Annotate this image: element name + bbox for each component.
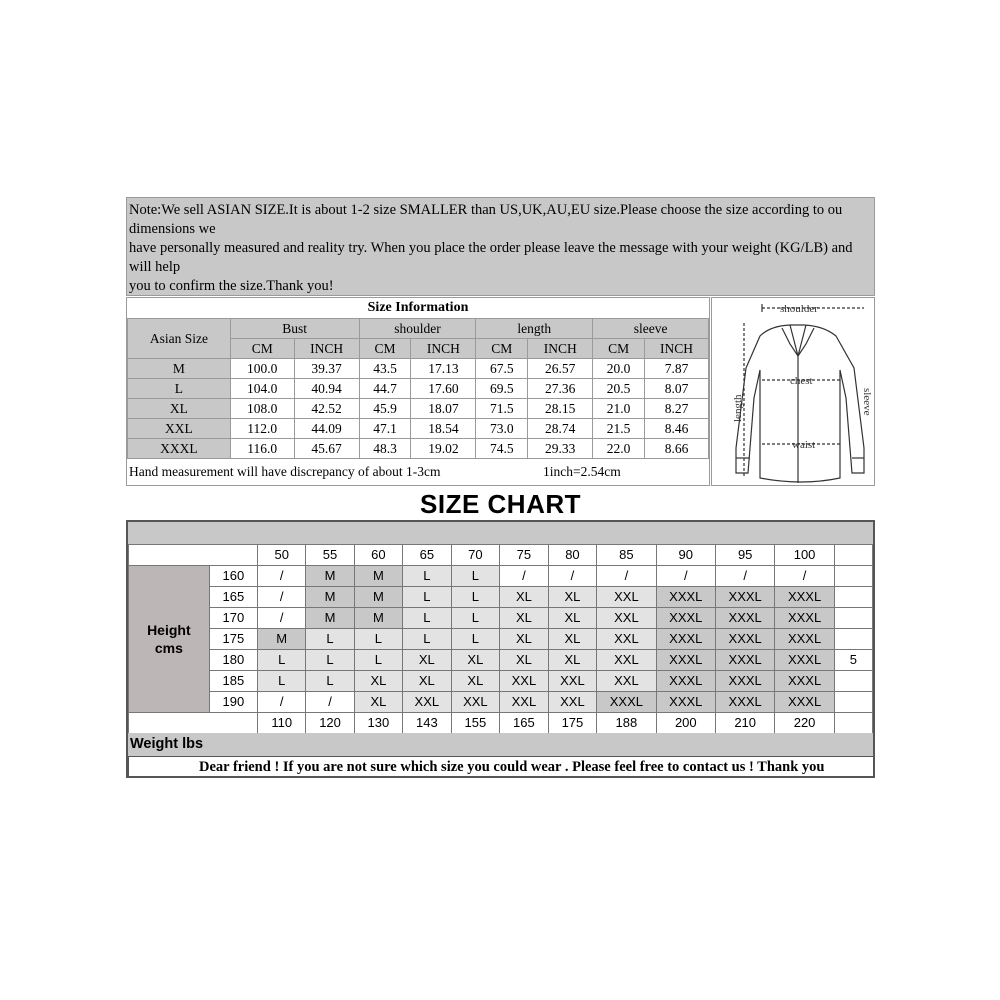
size-label: XL xyxy=(128,399,231,419)
size-label: L xyxy=(128,379,231,399)
bust-header: Bust xyxy=(230,319,359,339)
note-line: will help xyxy=(129,259,181,275)
size-cell: XXXL xyxy=(656,692,715,713)
measurement-cell: 47.1 xyxy=(359,419,411,439)
unit-cm: CM xyxy=(230,339,294,359)
shirt-icon xyxy=(712,298,875,486)
measurement-cell: 27.36 xyxy=(528,379,593,399)
weight-kg-cell: 95 xyxy=(715,545,774,566)
weight-kg-row xyxy=(129,545,873,566)
size-cell: / xyxy=(258,692,306,713)
size-cell: XL xyxy=(548,587,597,608)
overflow-cell: 5 xyxy=(834,650,872,671)
height-value-cell: 190 xyxy=(209,692,257,713)
sleeve-header: sleeve xyxy=(593,319,709,339)
size-information-panel xyxy=(126,297,710,486)
weight-kg-cell: 100 xyxy=(775,545,834,566)
size-cell: L xyxy=(403,566,452,587)
measurement-cell: 20.5 xyxy=(593,379,645,399)
measurement-cell: 39.37 xyxy=(294,359,359,379)
size-row xyxy=(128,359,709,379)
height-value-cell: 180 xyxy=(209,650,257,671)
size-cell: XXXL xyxy=(656,671,715,692)
weight-lbs-cell: 188 xyxy=(597,713,656,734)
size-cell: XXXL xyxy=(775,629,834,650)
size-cell: / xyxy=(258,587,306,608)
size-cell: XXXL xyxy=(775,587,834,608)
note-line: have personally measured and reality try. When you place the order please leave the message with your weight (KG/LB) and xyxy=(129,240,853,256)
unit-cm: CM xyxy=(359,339,411,359)
height-row xyxy=(129,566,873,587)
size-cell: XXL xyxy=(548,692,597,713)
height-value-cell: 160 xyxy=(209,566,257,587)
size-cell: XL xyxy=(403,671,452,692)
weight-kg-cell: 55 xyxy=(306,545,354,566)
measurement-cell: 40.94 xyxy=(294,379,359,399)
measurement-footnote: Hand measurement will have discrepancy of about 1-3cm xyxy=(129,464,441,479)
measurement-cell: 73.0 xyxy=(476,419,528,439)
measurement-cell: 74.5 xyxy=(476,439,528,459)
size-chart-title: SIZE CHART xyxy=(420,489,581,519)
measurement-cell: 20.0 xyxy=(593,359,645,379)
weight-lbs-cell: 210 xyxy=(715,713,774,734)
size-cell: M xyxy=(258,629,306,650)
size-cell: XXL xyxy=(597,608,656,629)
measurement-cell: 43.5 xyxy=(359,359,411,379)
size-note xyxy=(126,197,875,296)
measurement-cell: 26.57 xyxy=(528,359,593,379)
height-row xyxy=(129,629,873,650)
diagram-label-waist: waist xyxy=(792,439,816,451)
unit-inch: INCH xyxy=(528,339,593,359)
size-cell: XXL xyxy=(500,671,549,692)
measurement-cell: 8.27 xyxy=(645,399,709,419)
size-cell: XXL xyxy=(597,671,656,692)
size-cell: XXL xyxy=(548,671,597,692)
size-cell: L xyxy=(451,629,500,650)
size-cell: XL xyxy=(548,629,597,650)
size-cell: / xyxy=(306,692,354,713)
size-cell: XXXL xyxy=(656,650,715,671)
size-cell: XXXL xyxy=(775,692,834,713)
size-cell: L xyxy=(258,671,306,692)
measurement-cell: 67.5 xyxy=(476,359,528,379)
measurement-cell: 44.7 xyxy=(359,379,411,399)
weight-kg-cell: 75 xyxy=(500,545,549,566)
measurement-cell: 22.0 xyxy=(593,439,645,459)
size-cell: L xyxy=(403,629,452,650)
size-information-table xyxy=(127,318,709,459)
weight-kg-cell: 50 xyxy=(258,545,306,566)
size-cell: L xyxy=(403,608,452,629)
note-line: Note:We sell ASIAN SIZE.It is about 1-2 size SMALLER than US,UK,AU,EU size.Please choose the size according to ou xyxy=(129,202,843,218)
note-line: you to confirm the size.Thank you! xyxy=(129,278,334,294)
weight-lbs-cell: 155 xyxy=(451,713,500,734)
overflow-cell xyxy=(834,566,872,587)
height-cms-label xyxy=(129,566,210,713)
measurement-cell: 28.15 xyxy=(528,399,593,419)
weight-lbs-cell: 143 xyxy=(403,713,452,734)
weight-kg-cell: 85 xyxy=(597,545,656,566)
measurement-cell: 7.87 xyxy=(645,359,709,379)
size-cell: XXL xyxy=(597,650,656,671)
measurement-cell: 71.5 xyxy=(476,399,528,419)
height-row xyxy=(129,692,873,713)
size-cell: XXXL xyxy=(715,608,774,629)
measurement-cell: 8.07 xyxy=(645,379,709,399)
size-cell: / xyxy=(715,566,774,587)
shoulder-header: shoulder xyxy=(359,319,476,339)
size-row xyxy=(128,379,709,399)
size-cell: / xyxy=(548,566,597,587)
weight-kg-cell: 80 xyxy=(548,545,597,566)
size-label: M xyxy=(128,359,231,379)
overflow-cell xyxy=(834,692,872,713)
size-cell: / xyxy=(258,608,306,629)
size-cell: XL xyxy=(354,692,402,713)
note-line: dimensions we xyxy=(129,221,216,237)
size-cell: L xyxy=(403,587,452,608)
size-cell: / xyxy=(597,566,656,587)
height-row xyxy=(129,671,873,692)
size-cell: XXXL xyxy=(775,608,834,629)
measurement-cell: 108.0 xyxy=(230,399,294,419)
size-cell: XXXL xyxy=(715,587,774,608)
weight-lbs-label: Weight lbs xyxy=(128,733,875,755)
size-cell: XXXL xyxy=(715,692,774,713)
size-cell: XXL xyxy=(500,692,549,713)
shirt-measurement-diagram xyxy=(711,297,875,486)
weight-kg-cell: 60 xyxy=(354,545,402,566)
measurement-cell: 17.60 xyxy=(411,379,476,399)
unit-cm: CM xyxy=(593,339,645,359)
height-label-line1: Height xyxy=(147,622,191,638)
length-header: length xyxy=(476,319,593,339)
weight-lbs-cell: 120 xyxy=(306,713,354,734)
height-label-line2: cms xyxy=(154,640,183,656)
size-cell: XXL xyxy=(403,692,452,713)
size-row xyxy=(128,399,709,419)
weight-kg-cell: 65 xyxy=(403,545,452,566)
weight-lbs-cell: 130 xyxy=(354,713,402,734)
measurement-cell: 18.54 xyxy=(411,419,476,439)
measurement-cell: 116.0 xyxy=(230,439,294,459)
height-row xyxy=(129,608,873,629)
asian-size-header: Asian Size xyxy=(128,319,231,359)
measurement-cell: 45.9 xyxy=(359,399,411,419)
height-row xyxy=(129,587,873,608)
size-cell: L xyxy=(306,629,354,650)
weight-lbs-cell: 220 xyxy=(775,713,834,734)
size-cell: XL xyxy=(500,587,549,608)
height-row xyxy=(129,650,873,671)
measurement-cell: 112.0 xyxy=(230,419,294,439)
size-cell: M xyxy=(354,587,402,608)
weight-lbs-cell: 110 xyxy=(258,713,306,734)
measurement-cell: 29.33 xyxy=(528,439,593,459)
measurement-cell: 17.13 xyxy=(411,359,476,379)
size-cell: / xyxy=(656,566,715,587)
size-cell: XL xyxy=(451,650,500,671)
size-row xyxy=(128,439,709,459)
size-cell: XL xyxy=(500,629,549,650)
contact-message: Dear friend ! If you are not sure which size you could wear . Please feel free to contact us ! Thank you xyxy=(128,756,875,778)
overflow-cell xyxy=(834,629,872,650)
weight-lbs-cell: 200 xyxy=(656,713,715,734)
weight-lbs-cell: 165 xyxy=(500,713,549,734)
overflow-cell xyxy=(834,713,872,734)
measurement-cell: 45.67 xyxy=(294,439,359,459)
height-value-cell: 185 xyxy=(209,671,257,692)
measurement-cell: 48.3 xyxy=(359,439,411,459)
size-cell: XL xyxy=(500,650,549,671)
unit-inch: INCH xyxy=(294,339,359,359)
size-cell: XXXL xyxy=(715,629,774,650)
weight-kg-cell: 90 xyxy=(656,545,715,566)
size-cell: XXL xyxy=(597,629,656,650)
size-cell: XL xyxy=(354,671,402,692)
size-row xyxy=(128,419,709,439)
diagram-label-sleeve: sleeve xyxy=(861,388,873,416)
size-cell: / xyxy=(775,566,834,587)
corner-cell xyxy=(129,713,258,734)
size-cell: L xyxy=(354,650,402,671)
size-information-title: Size Information xyxy=(367,300,469,315)
size-cell: L xyxy=(306,650,354,671)
overflow-cell xyxy=(834,671,872,692)
unit-cm: CM xyxy=(476,339,528,359)
measurement-cell: 19.02 xyxy=(411,439,476,459)
measurement-cell: 100.0 xyxy=(230,359,294,379)
overflow-cell xyxy=(834,608,872,629)
measurement-cell: 104.0 xyxy=(230,379,294,399)
size-cell: XL xyxy=(403,650,452,671)
size-cell: / xyxy=(500,566,549,587)
measurement-cell: 21.5 xyxy=(593,419,645,439)
size-cell: XL xyxy=(500,608,549,629)
measurement-cell: 8.66 xyxy=(645,439,709,459)
height-value-cell: 165 xyxy=(209,587,257,608)
size-cell: XXXL xyxy=(656,587,715,608)
diagram-label-length: length xyxy=(732,394,744,422)
diagram-label-shoulder: shoulder xyxy=(780,303,818,315)
overflow-cell xyxy=(834,545,872,566)
unit-inch: INCH xyxy=(645,339,709,359)
size-cell: XXXL xyxy=(656,629,715,650)
size-cell: XXXL xyxy=(715,671,774,692)
size-cell: / xyxy=(258,566,306,587)
size-cell: M xyxy=(306,587,354,608)
measurement-cell: 44.09 xyxy=(294,419,359,439)
inch-conversion: 1inch=2.54cm xyxy=(543,464,621,479)
size-cell: XXL xyxy=(597,587,656,608)
measurement-cell: 18.07 xyxy=(411,399,476,419)
unit-inch: INCH xyxy=(411,339,476,359)
size-cell: XL xyxy=(548,650,597,671)
weight-lbs-row xyxy=(129,713,873,734)
size-cell: XXL xyxy=(451,692,500,713)
size-chart-table xyxy=(128,544,873,734)
diagram-label-chest: chest xyxy=(790,375,813,387)
size-chart-panel xyxy=(126,520,875,778)
size-cell: XL xyxy=(451,671,500,692)
size-cell: M xyxy=(354,608,402,629)
weight-kg-cell: 70 xyxy=(451,545,500,566)
size-cell: L xyxy=(451,587,500,608)
measurement-cell: 42.52 xyxy=(294,399,359,419)
size-cell: XXXL xyxy=(656,608,715,629)
size-cell: XXXL xyxy=(775,650,834,671)
measurement-cell: 69.5 xyxy=(476,379,528,399)
size-cell: XXXL xyxy=(597,692,656,713)
size-cell: M xyxy=(306,608,354,629)
size-cell: L xyxy=(258,650,306,671)
size-cell: L xyxy=(451,608,500,629)
overflow-cell xyxy=(834,587,872,608)
size-cell: M xyxy=(354,566,402,587)
corner-cell xyxy=(129,545,258,566)
measurement-cell: 28.74 xyxy=(528,419,593,439)
size-cell: L xyxy=(354,629,402,650)
height-value-cell: 170 xyxy=(209,608,257,629)
measurement-cell: 21.0 xyxy=(593,399,645,419)
size-label: XXXL xyxy=(128,439,231,459)
size-cell: M xyxy=(306,566,354,587)
size-cell: XXXL xyxy=(775,671,834,692)
size-cell: L xyxy=(451,566,500,587)
size-cell: XL xyxy=(548,608,597,629)
size-cell: XXXL xyxy=(715,650,774,671)
size-label: XXL xyxy=(128,419,231,439)
size-cell: L xyxy=(306,671,354,692)
weight-lbs-cell: 175 xyxy=(548,713,597,734)
height-value-cell: 175 xyxy=(209,629,257,650)
measurement-cell: 8.46 xyxy=(645,419,709,439)
